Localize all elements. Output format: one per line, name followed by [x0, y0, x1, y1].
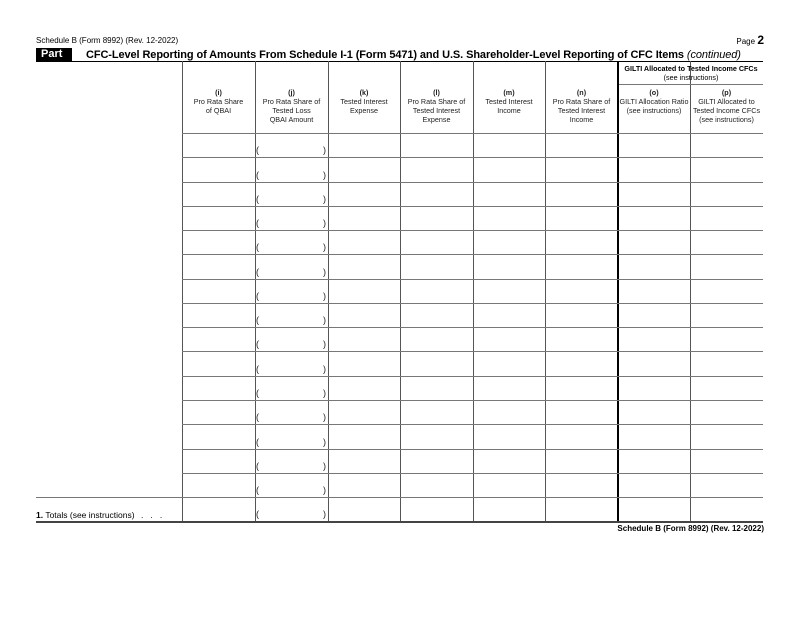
table-cell-j[interactable] [261, 452, 322, 470]
table-cell-m[interactable] [479, 160, 539, 178]
table-cell-j[interactable] [261, 185, 322, 203]
table-cell-i[interactable] [188, 427, 249, 445]
open-paren: ( [256, 242, 259, 252]
row-divider [182, 206, 763, 207]
table-cell-l[interactable] [406, 257, 467, 275]
table-cell-l[interactable] [406, 427, 467, 445]
table-cell-j[interactable] [261, 379, 322, 397]
table-cell-n[interactable] [551, 136, 612, 154]
table-cell-o[interactable] [624, 476, 684, 494]
column-header-line: Tested Loss [272, 106, 311, 115]
table-cell-k[interactable] [334, 427, 394, 445]
column-header-line: QBAI Amount [269, 115, 314, 124]
table-cell-k[interactable] [334, 185, 394, 203]
table-cell-o[interactable] [624, 354, 684, 372]
column-letter: (o) [649, 88, 659, 97]
table-cell-i[interactable] [188, 233, 249, 251]
table-cell-l[interactable] [406, 209, 467, 227]
row-divider [182, 254, 763, 255]
totals-text: Totals (see instructions) [45, 510, 135, 520]
totals-cell-m[interactable] [479, 500, 539, 518]
column-header-m [473, 88, 545, 115]
table-cell-k[interactable] [334, 160, 394, 178]
close-paren: ) [323, 267, 326, 277]
form-header-left: Schedule B (Form 8992) (Rev. 12-2022) [36, 36, 179, 45]
part-label: Part I [36, 48, 72, 61]
column-header-line: Expense [350, 106, 378, 115]
table-cell-p[interactable] [696, 476, 757, 494]
table-cell-m[interactable] [479, 476, 539, 494]
open-paren: ( [256, 339, 259, 349]
column-header-line: of QBAI [205, 106, 232, 115]
table-cell-j[interactable] [261, 354, 322, 372]
table-cell-k[interactable] [334, 209, 394, 227]
column-header-line: (see instructions) [626, 106, 682, 115]
column-header-line: Tested Interest [340, 97, 388, 106]
table-cell-j[interactable] [261, 282, 322, 300]
table-cell-k[interactable] [334, 233, 394, 251]
table-cell-o[interactable] [624, 306, 684, 324]
column-header-p [690, 88, 763, 124]
totals-label [36, 510, 162, 520]
table-cell-n[interactable] [551, 306, 612, 324]
column-letter: (m) [503, 88, 515, 97]
totals-cell-l[interactable] [406, 500, 467, 518]
column-letter: (j) [288, 88, 295, 97]
close-paren: ) [323, 170, 326, 180]
column-letter: (i) [215, 88, 222, 97]
table-cell-n[interactable] [551, 209, 612, 227]
page-label: Page [736, 37, 756, 46]
row-divider [182, 157, 763, 158]
gilti-group-subtitle: (see instructions) [663, 73, 719, 82]
open-paren: ( [256, 461, 259, 471]
totals-cell-p[interactable] [696, 500, 757, 518]
row-divider [182, 182, 763, 183]
column-header-o [618, 88, 690, 115]
table-cell-m[interactable] [479, 257, 539, 275]
table-cell-n[interactable] [551, 476, 612, 494]
row-divider [182, 230, 763, 231]
table-cell-o[interactable] [624, 379, 684, 397]
table-cell-l[interactable] [406, 160, 467, 178]
table-cell-o[interactable] [624, 330, 684, 348]
table-cell-l[interactable] [406, 330, 467, 348]
table-cell-o[interactable] [624, 427, 684, 445]
column-header-l [400, 88, 473, 124]
table-cell-p[interactable] [696, 452, 757, 470]
close-paren: ) [323, 194, 326, 204]
table-cell-n[interactable] [551, 452, 612, 470]
table-cell-m[interactable] [479, 233, 539, 251]
close-paren: ) [323, 509, 326, 519]
column-letter: (p) [721, 88, 732, 97]
row-divider [36, 497, 763, 498]
table-cell-k[interactable] [334, 354, 394, 372]
open-paren: ( [256, 291, 259, 301]
table-cell-k[interactable] [334, 330, 394, 348]
open-paren: ( [256, 364, 259, 374]
table-cell-n[interactable] [551, 160, 612, 178]
table-cell-m[interactable] [479, 452, 539, 470]
column-header-line: Pro Rata Share of [552, 97, 611, 106]
column-header-line: Tested Interest [485, 97, 533, 106]
page-number: 2 [757, 33, 764, 47]
column-header-line: Pro Rata Share of [407, 97, 466, 106]
column-header-j [255, 88, 328, 124]
totals-cell-i[interactable] [188, 500, 249, 518]
row-divider [182, 400, 763, 401]
table-cell-i[interactable] [188, 379, 249, 397]
close-paren: ) [323, 388, 326, 398]
totals-cell-n[interactable] [551, 500, 612, 518]
row-divider [182, 351, 763, 352]
open-paren: ( [256, 388, 259, 398]
close-paren: ) [323, 145, 326, 155]
column-divider [400, 61, 401, 521]
column-divider [182, 61, 183, 521]
column-header-line: Tested Interest [557, 106, 606, 115]
totals-cell-k[interactable] [334, 500, 394, 518]
table-cell-k[interactable] [334, 306, 394, 324]
table-cell-l[interactable] [406, 136, 467, 154]
row-divider [182, 303, 763, 304]
close-paren: ) [323, 315, 326, 325]
table-cell-i[interactable] [188, 476, 249, 494]
column-letter: (l) [433, 88, 440, 97]
table-cell-o[interactable] [624, 160, 684, 178]
row-divider [182, 327, 763, 328]
close-paren: ) [323, 291, 326, 301]
table-cell-o[interactable] [624, 209, 684, 227]
table-cell-m[interactable] [479, 354, 539, 372]
table-cell-l[interactable] [406, 403, 467, 421]
column-header-line: Tested Income CFCs [692, 106, 761, 115]
table-cell-o[interactable] [624, 185, 684, 203]
totals-cell-o[interactable] [624, 500, 684, 518]
table-cell-j[interactable] [261, 403, 322, 421]
table-cell-j[interactable] [261, 476, 322, 494]
table-cell-l[interactable] [406, 282, 467, 300]
table-cell-n[interactable] [551, 282, 612, 300]
table-cell-n[interactable] [551, 330, 612, 348]
close-paren: ) [323, 218, 326, 228]
table-cell-p[interactable] [696, 379, 757, 397]
row-divider [182, 279, 763, 280]
table-cell-i[interactable] [188, 136, 249, 154]
table-cell-l[interactable] [406, 452, 467, 470]
form-footer: Schedule B (Form 8992) (Rev. 12-2022) [617, 524, 764, 533]
column-letter: (n) [576, 88, 587, 97]
column-header-line: Income [497, 106, 521, 115]
table-cell-m[interactable] [479, 306, 539, 324]
table-cell-k[interactable] [334, 257, 394, 275]
part-title [86, 49, 741, 61]
table-cell-n[interactable] [551, 354, 612, 372]
close-paren: ) [323, 437, 326, 447]
table-cell-o[interactable] [624, 257, 684, 275]
table-cell-k[interactable] [334, 403, 394, 421]
open-paren: ( [256, 170, 259, 180]
table-cell-o[interactable] [624, 282, 684, 300]
open-paren: ( [256, 194, 259, 204]
table-cell-p[interactable] [696, 209, 757, 227]
table-cell-m[interactable] [479, 185, 539, 203]
table-cell-n[interactable] [551, 257, 612, 275]
totals-line-number: 1. [36, 510, 44, 520]
column-divider [690, 61, 691, 521]
column-divider [617, 61, 619, 521]
open-paren: ( [256, 315, 259, 325]
table-cell-j[interactable] [261, 306, 322, 324]
table-cell-p[interactable] [696, 257, 757, 275]
table-cell-p[interactable] [696, 185, 757, 203]
column-header-line: Pro Rata Share of [262, 97, 321, 106]
table-cell-j[interactable] [261, 330, 322, 348]
column-letter: (k) [359, 88, 369, 97]
open-paren: ( [256, 218, 259, 228]
table-cell-n[interactable] [551, 379, 612, 397]
table-cell-j[interactable] [261, 233, 322, 251]
column-header-line: GILTI Allocation Ratio [619, 97, 689, 106]
totals-leader-dots: . . . [140, 510, 163, 520]
table-cell-o[interactable] [624, 403, 684, 421]
table-cell-n[interactable] [551, 185, 612, 203]
table-cell-p[interactable] [696, 354, 757, 372]
column-divider [473, 61, 474, 521]
table-cell-i[interactable] [188, 160, 249, 178]
table-cell-p[interactable] [696, 282, 757, 300]
close-paren: ) [323, 242, 326, 252]
table-cell-m[interactable] [479, 403, 539, 421]
table-cell-j[interactable] [261, 427, 322, 445]
part-title-text: CFC-Level Reporting of Amounts From Schedule I-1 (Form 5471) and U.S. Shareholder-Level Reporting of CFC Items [86, 48, 684, 61]
table-cell-i[interactable] [188, 403, 249, 421]
table-cell-p[interactable] [696, 306, 757, 324]
table-cell-k[interactable] [334, 476, 394, 494]
column-header-line: (see instructions) [699, 115, 754, 124]
table-cell-o[interactable] [624, 452, 684, 470]
table-cell-m[interactable] [479, 427, 539, 445]
table-cell-j[interactable] [261, 160, 322, 178]
table-cell-m[interactable] [479, 136, 539, 154]
open-paren: ( [256, 485, 259, 495]
column-header-k [328, 88, 400, 115]
table-bottom-border [36, 521, 763, 523]
table-cell-p[interactable] [696, 136, 757, 154]
table-cell-k[interactable] [334, 282, 394, 300]
table-cell-p[interactable] [696, 160, 757, 178]
table-cell-j[interactable] [261, 257, 322, 275]
close-paren: ) [323, 364, 326, 374]
table-cell-p[interactable] [696, 330, 757, 348]
table-cell-l[interactable] [406, 233, 467, 251]
column-header-line: Income [569, 115, 594, 124]
gilti-group-header [619, 64, 763, 82]
table-cell-i[interactable] [188, 330, 249, 348]
table-cell-m[interactable] [479, 282, 539, 300]
table-cell-i[interactable] [188, 209, 249, 227]
table-cell-m[interactable] [479, 209, 539, 227]
column-divider [328, 61, 329, 521]
row-divider [182, 376, 763, 377]
column-header-line: Tested Interest [412, 106, 461, 115]
page-indicator [736, 33, 764, 47]
table-cell-j[interactable] [261, 136, 322, 154]
column-header-line: Pro Rata Share [193, 97, 244, 106]
close-paren: ) [323, 485, 326, 495]
open-paren: ( [256, 267, 259, 277]
table-cell-i[interactable] [188, 306, 249, 324]
column-header-i [182, 88, 255, 115]
column-header-line: GILTI Allocated to [698, 97, 755, 106]
table-cell-l[interactable] [406, 306, 467, 324]
close-paren: ) [323, 339, 326, 349]
table-cell-i[interactable] [188, 185, 249, 203]
table-cell-k[interactable] [334, 136, 394, 154]
table-cell-p[interactable] [696, 427, 757, 445]
column-header-n [545, 88, 618, 124]
table-cell-o[interactable] [624, 233, 684, 251]
close-paren: ) [323, 412, 326, 422]
row-divider [182, 424, 763, 425]
table-cell-k[interactable] [334, 452, 394, 470]
open-paren: ( [256, 412, 259, 422]
table-cell-n[interactable] [551, 233, 612, 251]
gilti-group-title: GILTI Allocated to Tested Income CFCs [624, 64, 758, 73]
table-cell-k[interactable] [334, 379, 394, 397]
part-title-suffix: (continued) [686, 48, 741, 61]
table-cell-p[interactable] [696, 233, 757, 251]
column-header-line: Expense [422, 115, 451, 124]
open-paren: ( [256, 437, 259, 447]
table-cell-l[interactable] [406, 476, 467, 494]
table-cell-p[interactable] [696, 403, 757, 421]
table-cell-n[interactable] [551, 403, 612, 421]
row-divider [182, 133, 763, 134]
table-cell-l[interactable] [406, 354, 467, 372]
column-divider [545, 61, 546, 521]
table-cell-l[interactable] [406, 379, 467, 397]
table-cell-o[interactable] [624, 136, 684, 154]
table-cell-i[interactable] [188, 257, 249, 275]
open-paren: ( [256, 145, 259, 155]
totals-cell-j[interactable] [261, 500, 322, 518]
table-cell-j[interactable] [261, 209, 322, 227]
row-divider [182, 473, 763, 474]
table-cell-i[interactable] [188, 282, 249, 300]
open-paren: ( [256, 509, 259, 519]
close-paren: ) [323, 461, 326, 471]
table-cell-i[interactable] [188, 452, 249, 470]
gilti-group-divider [619, 84, 763, 85]
table-cell-i[interactable] [188, 354, 249, 372]
table-cell-m[interactable] [479, 330, 539, 348]
table-cell-n[interactable] [551, 427, 612, 445]
row-divider [182, 449, 763, 450]
table-cell-m[interactable] [479, 379, 539, 397]
table-cell-l[interactable] [406, 185, 467, 203]
